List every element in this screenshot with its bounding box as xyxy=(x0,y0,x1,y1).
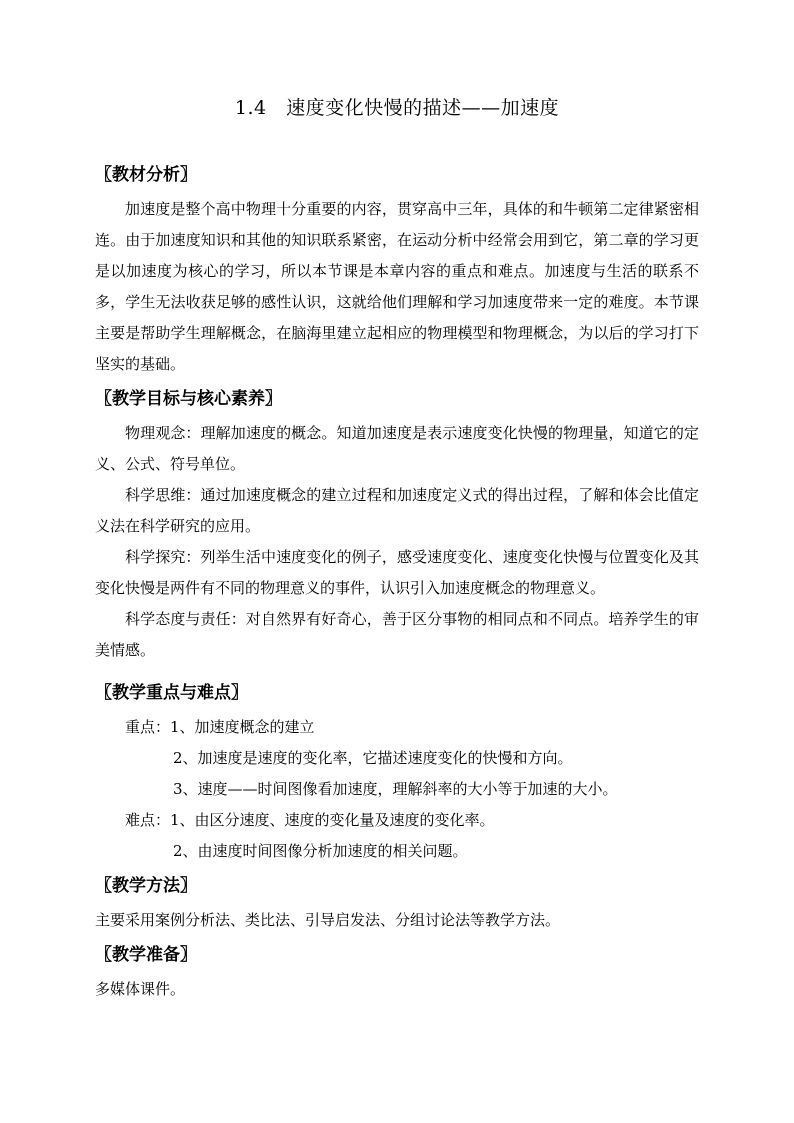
goal-paragraph-scientific-inquiry: 科学探究：列举生活中速度变化的例子，感受速度变化、速度变化快慢与位置变化及其变化快慢是两件有不同的物理意义的事件，认识引入加速度概念的物理意义。 xyxy=(95,548,699,597)
section-heading-goals: 〖教学目标与核心素养〗 xyxy=(95,389,282,409)
document-title: 1.4 速度变化快慢的描述——加速度 xyxy=(234,97,560,119)
difficulty-line: 难点：1、由区分速度、速度的变化量及速度的变化率。 xyxy=(125,811,495,829)
keypoint-line: 2、加速度是速度的变化率，它描述速度变化的快慢和方向。 xyxy=(173,749,573,767)
goal-paragraph-scientific-thinking: 科学思维：通过加速度概念的建立过程和加速度定义式的得出过程，了解和体会比值定义法在科学研究的应用。 xyxy=(95,486,699,535)
prep-text: 多媒体课件。 xyxy=(95,980,186,998)
section-heading-analysis: 〖教材分析〗 xyxy=(95,165,197,185)
analysis-paragraph: 加速度是整个高中物理十分重要的内容，贯穿高中三年，具体的和牛顿第二定律紧密相连。由于加速度知识和其他的知识联系紧密，在运动分析中经常会用到它，第二章的学习更是以加速度为核心的学习，所以本节课是本章内容的重点和难点。加速度与生活的联系不多，学生无法收获足够的感性认识，这就给他们理解和学习加速度带来一定的难度。本节课主要是帮助学生理解概念，在脑海里建立起相应的物理模型和物理概念，为以后的学习打下坚实的基础。 xyxy=(95,200,699,373)
methods-text: 主要采用案例分析法、类比法、引导启发法、分组讨论法等教学方法。 xyxy=(95,911,561,929)
keypoint-line: 3、速度——时间图像看加速度，理解斜率的大小等于加速的大小。 xyxy=(173,780,618,798)
section-heading-methods: 〖教学方法〗 xyxy=(95,876,197,896)
difficulty-line: 2、由速度时间图像分析加速度的相关问题。 xyxy=(173,842,468,860)
goal-paragraph-attitude: 科学态度与责任：对自然界有好奇心，善于区分事物的相同点和不同点。培养学生的审美情感。 xyxy=(95,610,699,659)
goal-paragraph-physics-concept: 物理观念：理解加速度的概念。知道加速度是表示速度变化快慢的物理量，知道它的定义、公式、符号单位。 xyxy=(95,424,699,473)
document-body xyxy=(95,160,699,1005)
section-heading-prep: 〖教学准备〗 xyxy=(95,945,197,965)
keypoint-line: 重点：1、加速度概念的建立 xyxy=(125,718,315,736)
section-heading-keypoints: 〖教学重点与难点〗 xyxy=(95,683,248,703)
